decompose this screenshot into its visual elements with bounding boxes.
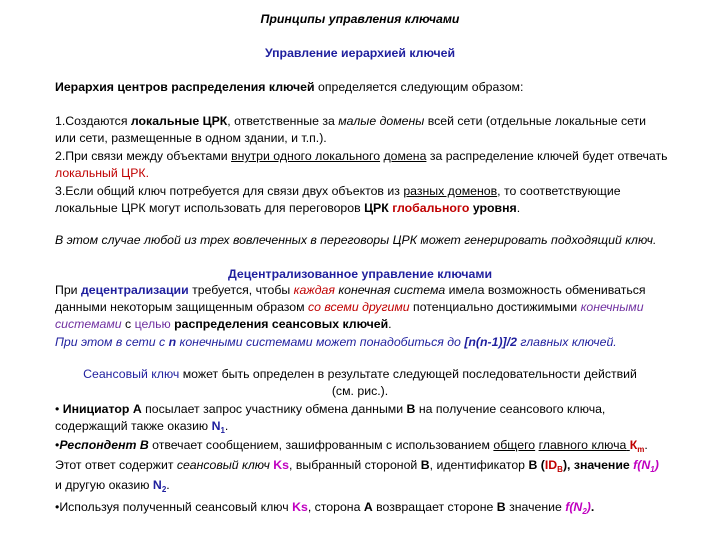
term-common: общего [493, 438, 536, 452]
term-decentralization: децентрализации [80, 283, 189, 297]
text: ), значение [562, 458, 634, 472]
bullet-1-line-2 [55, 418, 680, 439]
bullet-dot: • [55, 402, 63, 416]
bullet-dot: • [55, 438, 60, 452]
text: . [224, 419, 229, 433]
session-line-1 [0, 366, 720, 383]
section-title-hierarchy: Управление иерархией ключей [264, 46, 456, 60]
text: . [388, 317, 392, 331]
term-master-key: главного ключа [538, 438, 627, 452]
bullet-1-line-1 [55, 401, 680, 418]
text: Этот ответ содержит [55, 458, 177, 472]
dec-line-1 [55, 282, 680, 299]
section-title-decentralized: Децентрализованное управление ключами [227, 267, 493, 281]
text: и другую оказию [55, 478, 153, 492]
term-initiator: Инициатор А [62, 402, 142, 416]
term-end: конечными [580, 300, 644, 314]
term-within-local: внутри одного локального [231, 149, 381, 163]
term-nonce-2: N [152, 478, 162, 492]
text: , ответственные за [227, 114, 339, 128]
text: содержащий также оказию [55, 419, 212, 433]
session-line-2: (см. рис.). [331, 384, 389, 398]
term-ks: Ks [273, 458, 290, 472]
dec-line-3 [55, 316, 680, 333]
bullet-dot: • [55, 500, 60, 514]
text: значение [505, 500, 566, 514]
term-all-others: со всеми другими [307, 300, 410, 314]
term-domain: домена [383, 149, 427, 163]
text: ) [654, 458, 659, 472]
text: , выбранный стороной [289, 458, 421, 472]
text: потенциально достижимыми [409, 300, 581, 314]
text: главных ключей. [516, 335, 617, 349]
term-nonce: N [211, 419, 221, 433]
term-respondent: Респондент В [59, 438, 149, 452]
text: 3.Если общий ключ потребуется для связи двух объектов из [55, 184, 404, 198]
term-f-n1: f(N [633, 458, 651, 472]
bullet-2-line-2 [55, 457, 680, 478]
item-1-line-2: или сети, размещенные в одном здании, и т.п.). [55, 131, 327, 145]
subscript: 1 [650, 465, 655, 474]
term-a: А [363, 500, 373, 514]
formula: [n(n-1)]/2 [464, 335, 517, 349]
text: 2.При связи между объектами [55, 149, 232, 163]
term-session-keys: распределения сеансовых ключей [174, 317, 389, 331]
text: имела возможность обмениваться [445, 283, 646, 297]
text: . [644, 438, 648, 452]
text: При этом в сети с [55, 335, 169, 349]
term-b: В [420, 458, 430, 472]
term-kdc: ЦРК [364, 201, 389, 215]
term-km: К [629, 438, 638, 452]
text: . [590, 500, 595, 514]
subscript: 2 [161, 485, 167, 494]
item-2-line-1 [55, 148, 680, 165]
text: может быть определен в результате следующей последовательности действий [179, 367, 637, 381]
text: конечными системами может понадобиться до [176, 335, 465, 349]
subscript: B [557, 465, 563, 474]
text: посылает запрос участнику обмена данными [141, 402, 407, 416]
intro-paragraph [55, 79, 680, 96]
note-generate-key: В этом случае любой из трех вовлеченных в переговоры ЦРК может генерировать подходящий ключ. [55, 233, 657, 247]
text: , сторона [307, 500, 364, 514]
term-different-domains: разных доменов [403, 184, 498, 198]
text: отвечает сообщением, зашифрованным с использованием [148, 438, 494, 452]
term-global: глобального [392, 201, 470, 215]
bullet-2-line-1 [55, 437, 680, 458]
subscript: 2 [582, 507, 587, 516]
text: . [166, 478, 170, 492]
intro-rest: определяется следующим образом: [314, 80, 524, 94]
term-b: В [406, 402, 416, 416]
term-session-key: сеансовый ключ [176, 458, 270, 472]
bullet-2-line-3 [55, 477, 680, 498]
item-2-line-2: локальный ЦРК. [55, 166, 150, 180]
intro-bold: Иерархия центров распределения ключей [55, 80, 315, 94]
term-b: В [528, 458, 538, 472]
term-local-kdc: локальные ЦРК [130, 114, 228, 128]
term-b: В [496, 500, 506, 514]
subscript: 1 [220, 426, 225, 435]
text: с [121, 317, 135, 331]
text: . [516, 201, 521, 215]
text: локальные ЦРК могут использовать для переговоров [55, 201, 365, 215]
text: ( [537, 458, 545, 472]
item-3-line-2 [55, 200, 680, 217]
term-small-domains: малые домены [338, 114, 425, 128]
text: При [55, 283, 81, 297]
term-id: ID [544, 458, 558, 472]
term-systems: системами [55, 317, 122, 331]
dec-line-4 [55, 334, 680, 351]
item-1-line-1 [55, 113, 680, 130]
term-level: уровня [472, 201, 517, 215]
bullet-3-line-1 [55, 499, 680, 520]
dec-line-2 [55, 299, 680, 316]
page-title: Принципы управления ключами [260, 12, 460, 26]
text: всей сети (отдельные локальные сети [424, 114, 647, 128]
item-3-line-1 [55, 183, 680, 200]
text: , то соответствующие [497, 184, 621, 198]
text: требуется, чтобы [188, 283, 294, 297]
subscript: m [637, 445, 645, 454]
text: 1.Создаются [55, 114, 131, 128]
term-ks: Ks [292, 500, 308, 514]
text: , идентификатор [429, 458, 529, 472]
text: Используя полученный сеансовый ключ [59, 500, 293, 514]
term-purpose: целью [134, 317, 171, 331]
text: за распределение ключей будет отвечать [426, 149, 668, 163]
text: данными некоторым защищенным образом [55, 300, 308, 314]
term-n: n [168, 335, 177, 349]
text: на получение сеансового ключа, [415, 402, 606, 416]
text: ) [586, 500, 591, 514]
term-end-system: конечная система [338, 283, 446, 297]
text: возвращает стороне [372, 500, 497, 514]
term-f-n2: f(N [565, 500, 583, 514]
term-each: каждая [293, 283, 335, 297]
term-session-key: Сеансовый ключ [83, 367, 180, 381]
